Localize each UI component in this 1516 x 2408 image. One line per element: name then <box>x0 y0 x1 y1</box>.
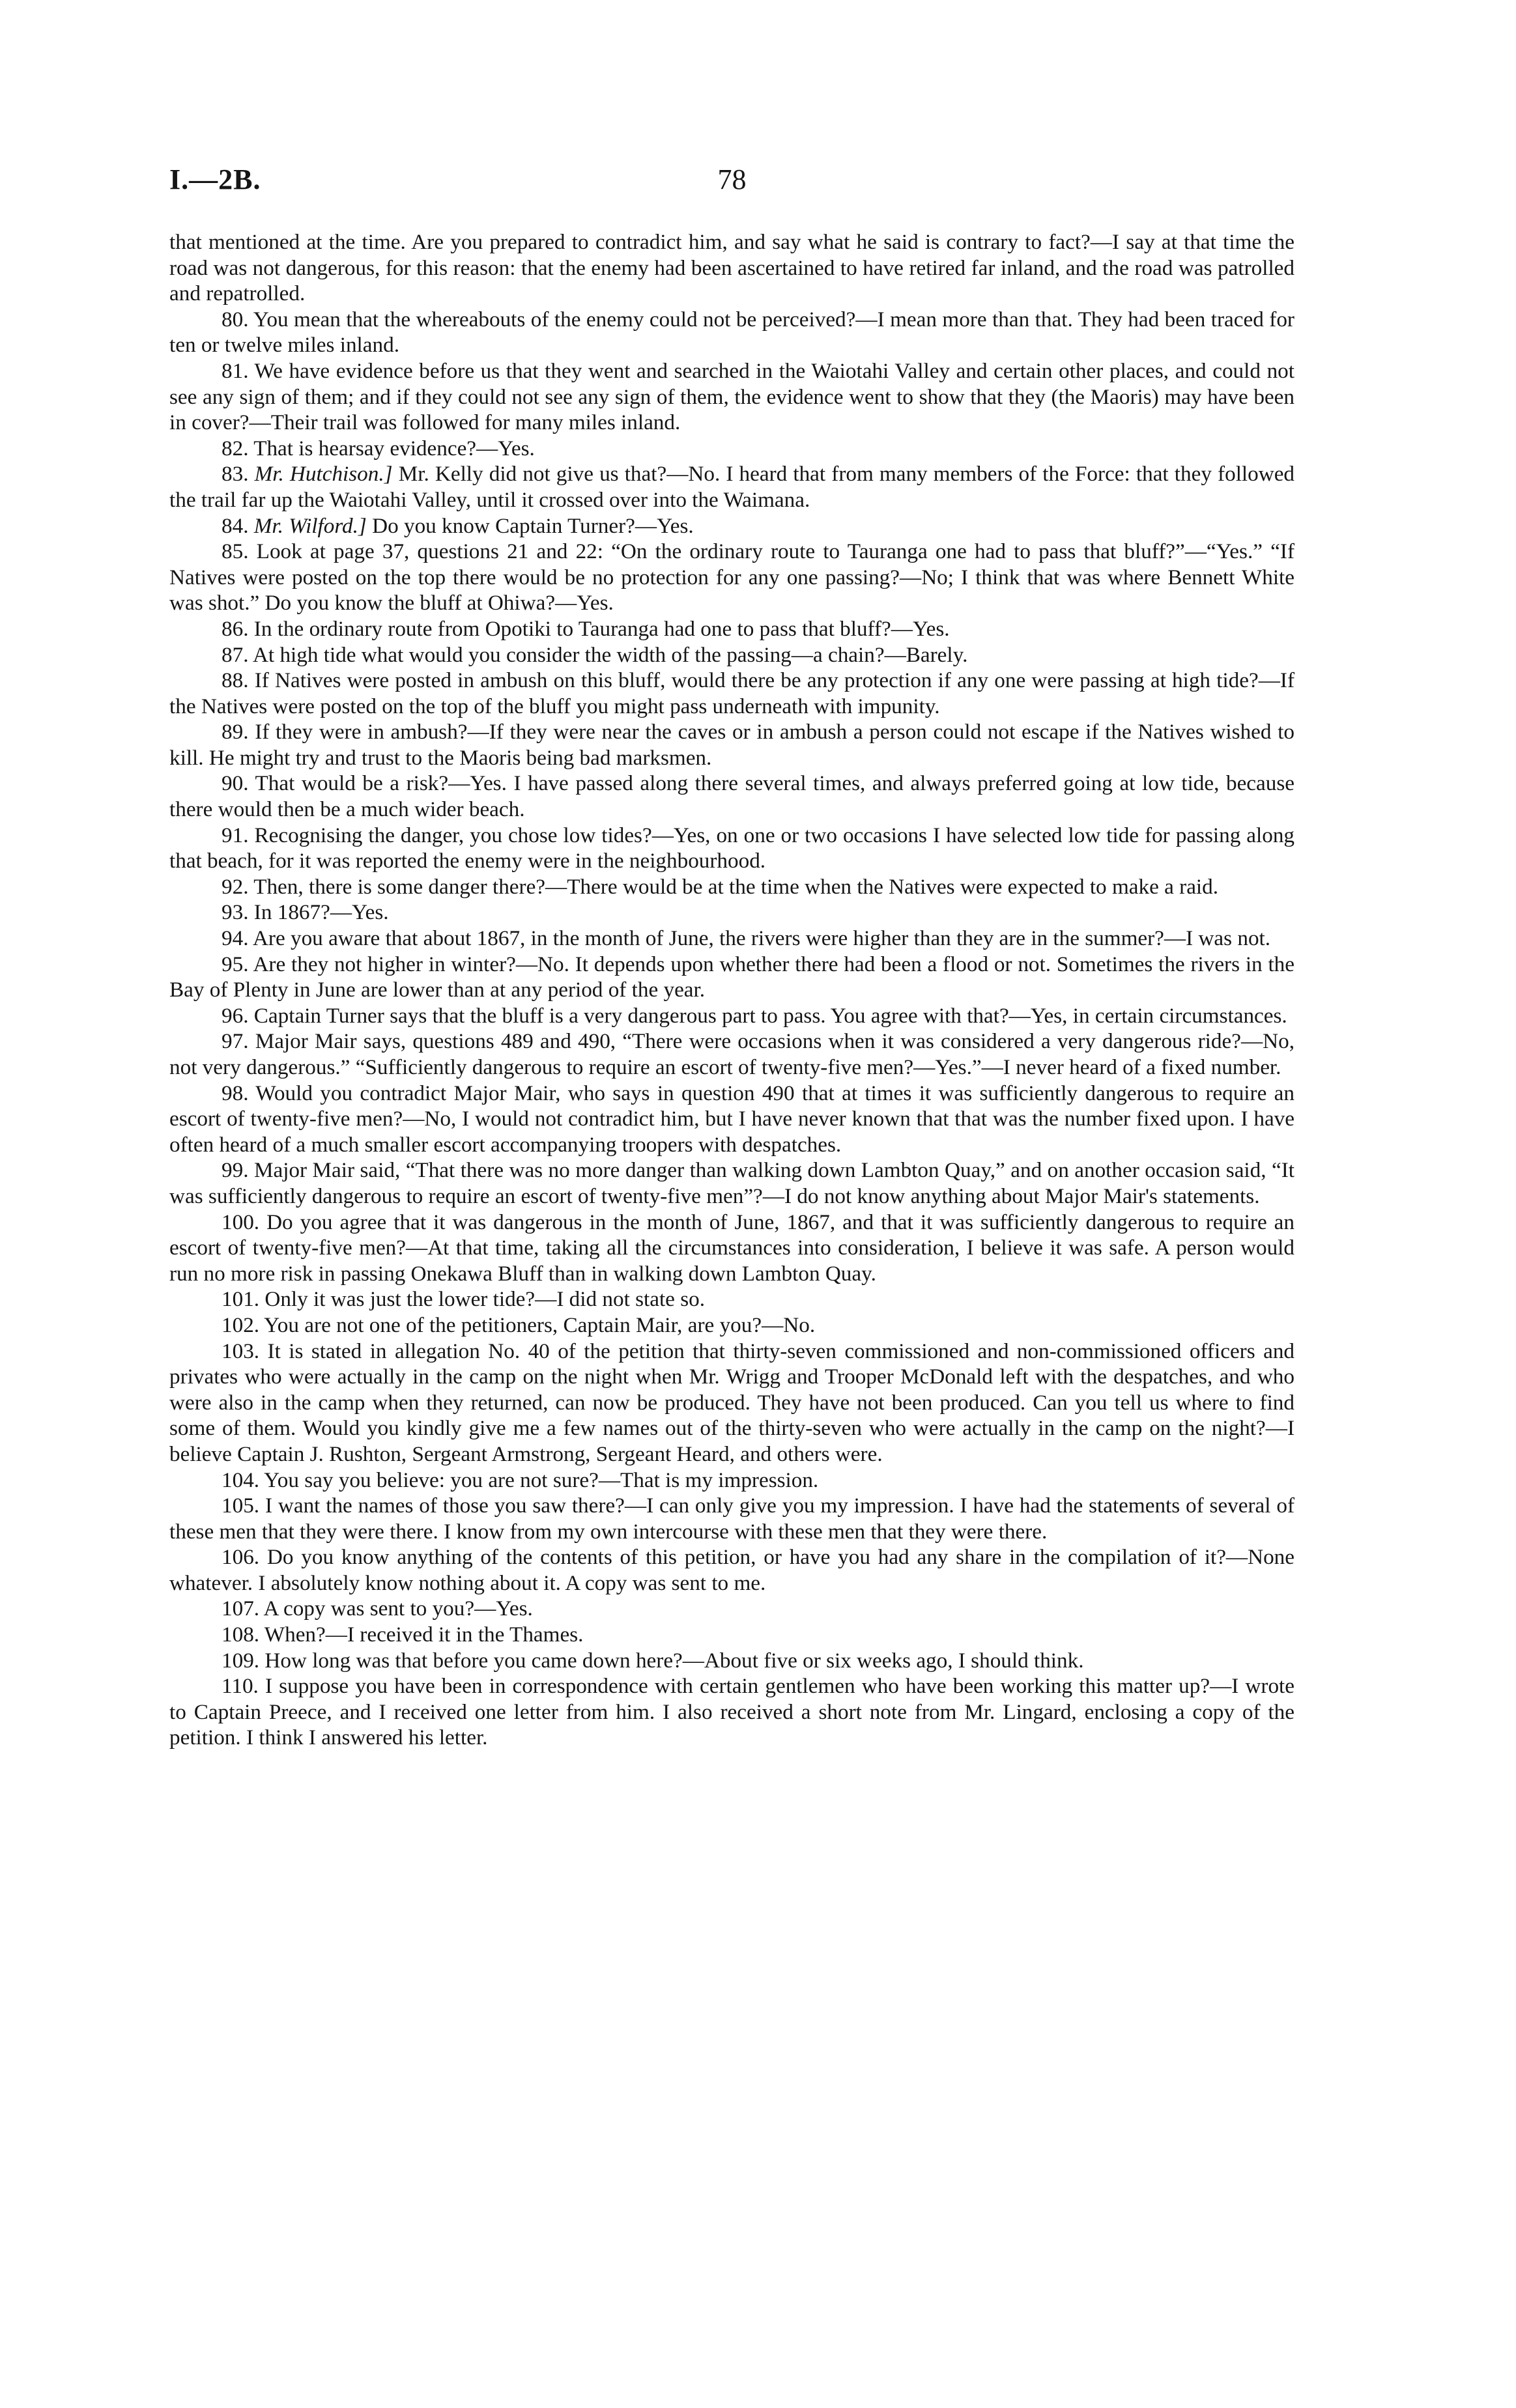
paragraph <box>169 358 1294 436</box>
paragraph <box>169 1339 1294 1467</box>
page-header <box>169 163 1294 221</box>
question-number: 97. <box>222 1029 249 1054</box>
paragraph-text: Captain Turner says that the bluff is a very dangerous part to pass. You agree with that?—Yes, in certain circumstances. <box>253 1003 1287 1028</box>
paragraph <box>169 668 1294 719</box>
paragraph <box>169 1493 1294 1544</box>
page-number: 78 <box>717 163 747 195</box>
question-number: 107. <box>222 1596 260 1621</box>
question-number: 85. <box>222 539 249 564</box>
paragraph-text: Recognising the danger, you chose low tides?—Yes, on one or two occasions I have selected low tide for passing along that beach, for it was reported the enemy were in the neighbourhood. <box>169 823 1295 873</box>
paragraph <box>169 539 1294 616</box>
paragraph <box>169 1210 1294 1287</box>
question-number: 110. <box>222 1674 259 1699</box>
paragraph <box>169 823 1294 874</box>
paragraph <box>169 899 1294 926</box>
question-number: 100. <box>222 1210 260 1234</box>
question-number: 91. <box>222 823 249 847</box>
paragraph-text: When?—I received it in the Thames. <box>264 1622 584 1647</box>
paragraph <box>169 1286 1294 1312</box>
paragraph <box>169 307 1294 358</box>
question-number: 94. <box>222 926 249 951</box>
paragraph-text: That is hearsay evidence?—Yes. <box>253 436 535 460</box>
paragraph <box>169 229 1294 307</box>
question-number: 96. <box>222 1003 249 1028</box>
question-number: 86. <box>222 616 249 641</box>
question-number: 83. <box>222 462 249 487</box>
question-number: 81. <box>222 358 249 383</box>
document-code: I.—2B. <box>169 163 261 195</box>
question-number: 93. <box>222 900 249 925</box>
question-number: 108. <box>222 1622 260 1647</box>
question-number: 101. <box>222 1287 260 1312</box>
question-number: 88. <box>222 668 249 693</box>
paragraph <box>169 926 1294 952</box>
paragraph-text: You mean that the whereabouts of the enemy could not be perceived?—I mean more than that. They had been traced for ten or twelve miles inland. <box>169 307 1294 358</box>
question-number: 106. <box>222 1545 260 1570</box>
paragraph-text: Do you know Captain Turner?—Yes. <box>372 513 694 538</box>
question-number: 105. <box>222 1494 260 1518</box>
paragraph-text: At high tide what would you consider the width of the passing—a chain?—Barely. <box>252 642 968 667</box>
paragraph <box>169 461 1294 513</box>
paragraph <box>169 1157 1294 1209</box>
paragraph-text: Major Mair says, questions 489 and 490, “There were occasions when it was considered a very dangerous ride?—No, not very dangerous.” “Sufficiently dangerous to require an escort of twenty-five men?—Yes.”—I never heard of a fixed number. <box>169 1029 1294 1079</box>
paragraph-text: You are not one of the petitioners, Captain Mair, are you?—No. <box>264 1312 816 1337</box>
paragraph-text: Major Mair said, “That there was no more danger than walking down Lambton Quay,” and on another occasion said, “It was sufficiently dangerous to require an escort of twenty-five men”?—I do not know anything about Major Mair's statements. <box>169 1158 1295 1208</box>
paragraph-text: Do you agree that it was dangerous in the month of June, 1867, and that it was sufficiently dangerous to require an escort of twenty-five men?—At that time, taking all the circumstances into consideration, I believe it was safe. A person would run no more risk in passing Onekawa Bluff than in walking down Lambton Quay. <box>169 1210 1294 1286</box>
speaker-name: Mr. Hutchison.] <box>254 462 393 487</box>
question-number: 90. <box>222 771 249 796</box>
question-number: 102. <box>222 1312 260 1337</box>
paragraph <box>169 1081 1294 1158</box>
paragraph <box>169 1003 1294 1029</box>
question-number: 82. <box>222 436 249 460</box>
paragraph <box>169 1467 1294 1494</box>
paragraph-text: You say you believe: you are not sure?—That is my impression. <box>264 1467 819 1492</box>
question-number: 109. <box>222 1648 260 1673</box>
question-number: 87. <box>222 642 249 667</box>
paragraph-text: If they were in ambush?—If they were near the caves or in ambush a person could not escape if the Natives wished to kill. He might try and trust to the Maoris being bad marksmen. <box>169 720 1295 770</box>
paragraph-text: How long was that before you came down here?—About five or six weeks ago, I should think. <box>265 1648 1084 1673</box>
paragraph <box>169 1028 1294 1080</box>
paragraph <box>169 1622 1294 1648</box>
question-number: 99. <box>222 1158 249 1183</box>
paragraph <box>169 874 1294 900</box>
paragraph <box>169 1544 1294 1596</box>
paragraph-text: Look at page 37, questions 21 and 22: “On the ordinary route to Tauranga one had to pass that bluff?”—“Yes.” “If Natives were posted on the top there would be no protection for any one passing?—No; I think that was where Bennett White was shot.” Do you know the bluff at Ohiwa?—Yes. <box>169 539 1294 616</box>
paragraph <box>169 771 1294 822</box>
speaker-name: Mr. Wilford.] <box>253 513 367 538</box>
paragraph <box>169 513 1294 539</box>
paragraph-text: In 1867?—Yes. <box>253 900 389 925</box>
question-number: 95. <box>222 952 249 976</box>
paragraph <box>169 436 1294 462</box>
paragraph-text: We have evidence before us that they went and searched in the Waiotahi Valley and certain other places, and could not see any sign of them; and if they could not see any sign of them, the evidence went to show that they (the Maoris) may have been in cover?—Their trail was followed for many miles inland. <box>169 358 1294 435</box>
paragraph <box>169 642 1294 668</box>
paragraph <box>169 1673 1294 1751</box>
question-number: 92. <box>222 874 249 899</box>
paragraph <box>169 616 1294 642</box>
paragraph-text: That would be a risk?—Yes. I have passed along there several times, and always preferred going at low tide, because there would then be a much wider beach. <box>169 771 1294 822</box>
question-number: 80. <box>222 307 249 332</box>
paragraph-text: Mr. Kelly did not give us that?—No. I heard that from many members of the Force: that they followed the trail far up the Waiotahi Valley, until it crossed over into the Waimana. <box>169 462 1295 512</box>
paragraph-text: Then, there is some danger there?—There would be at the time when the Natives were expected to make a raid. <box>253 874 1219 899</box>
question-number: 104. <box>222 1467 260 1492</box>
paragraph-text: If Natives were posted in ambush on this bluff, would there be any protection if any one were passing at high tide?—If the Natives were posted on the top of the bluff you might pass underneath with impunity. <box>169 668 1295 718</box>
paragraph-text: In the ordinary route from Opotiki to Tauranga had one to pass that bluff?—Yes. <box>253 616 950 641</box>
paragraph-text: I want the names of those you saw there?—I can only give you my impression. I have had the statements of several of these men that they were there. I know from my own intercourse with these men that they were there. <box>169 1494 1295 1544</box>
paragraph-text: Are you aware that about 1867, in the month of June, the rivers were higher than they are in the summer?—I was not. <box>252 926 1271 951</box>
question-number: 89. <box>222 720 249 744</box>
paragraph-text: A copy was sent to you?—Yes. <box>263 1596 533 1621</box>
question-number: 84. <box>222 513 249 538</box>
question-number: 103. <box>222 1339 260 1363</box>
paragraph-text: that mentioned at the time. Are you prepared to contradict him, and say what he said is contrary to fact?—I say at that time the road was not dangerous, for this reason: that the enemy had been ascertained to have retired far inland, and the road was patrolled and repatrolled. <box>169 230 1294 306</box>
paragraph-text: I suppose you have been in correspondence with certain gentlemen who have been working this matter up?—I wrote to Captain Preece, and I received one letter from him. I also received a short note from Mr. Lingard, enclosing a copy of the petition. I think I answered his letter. <box>169 1674 1295 1750</box>
paragraph-text: It is stated in allegation No. 40 of the petition that thirty-seven commissioned and non-commissioned officers and privates who were actually in the camp on the night when Mr. Wrigg and Trooper McDonald left with the despatches, and who were also in the camp when they returned, can now be produced. They have not been produced. Can you tell us where to find some of them. Would you kindly give me a few names out of the thirty-seven who were actually in the camp on the night?—I believe Captain J. Rushton, Sergeant Armstrong, Sergeant Heard, and others were. <box>169 1339 1295 1466</box>
paragraph <box>169 952 1294 1003</box>
paragraph <box>169 1312 1294 1339</box>
document-body <box>169 229 1294 1751</box>
paragraph <box>169 1596 1294 1622</box>
question-number: 98. <box>222 1081 249 1105</box>
paragraph-text: Would you contradict Major Mair, who says in question 490 that at times it was sufficiently dangerous to require an escort of twenty-five men?—No, I would not contradict him, but I have never known that that was the number fixed upon. I have often heard of a much smaller escort accompanying troopers with despatches. <box>169 1081 1294 1157</box>
paragraph-text: Are they not higher in winter?—No. It depends upon whether there had been a flood or not. Sometimes the rivers in the Bay of Plenty in June are lower than at any period of the year. <box>169 952 1294 1002</box>
paragraph <box>169 719 1294 771</box>
paragraph <box>169 1648 1294 1674</box>
paragraph-text: Do you know anything of the contents of this petition, or have you had any share in the compilation of it?—None whatever. I absolutely know nothing about it. A copy was sent to me. <box>169 1545 1295 1595</box>
paragraph-text: Only it was just the lower tide?—I did not state so. <box>265 1287 706 1312</box>
